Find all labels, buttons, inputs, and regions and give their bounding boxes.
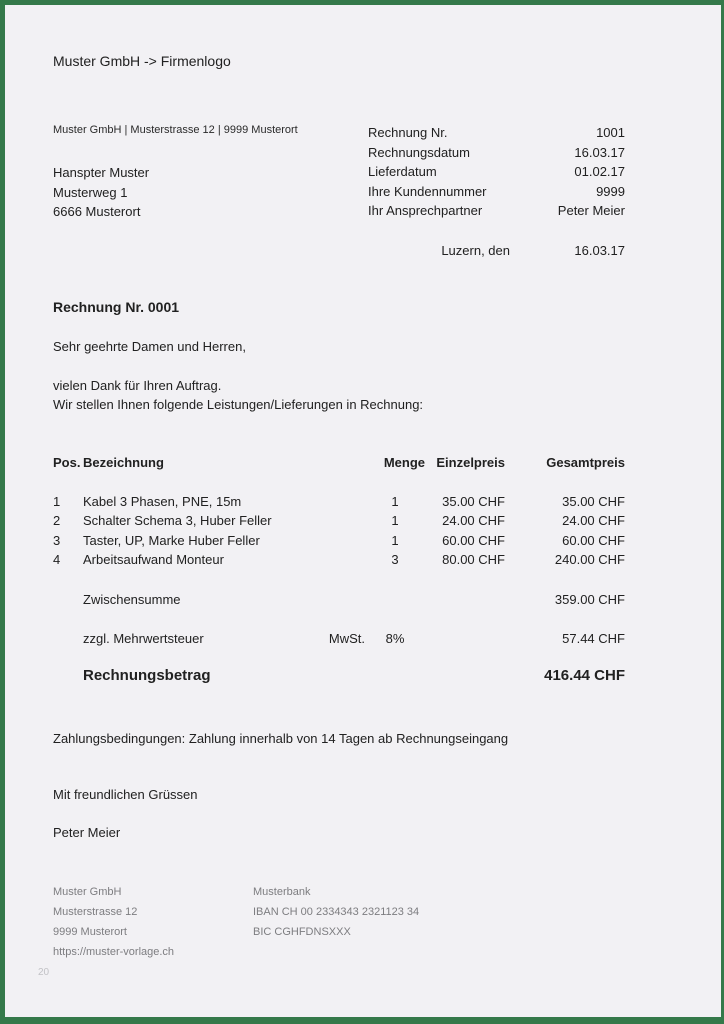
meta-value: 1001 — [596, 125, 625, 140]
meta-label: Rechnungsdatum — [368, 144, 470, 160]
grand-total-row — [53, 666, 625, 686]
item-description: Kabel 3 Phasen, PNE, 15m — [83, 493, 242, 509]
item-description: Schalter Schema 3, Huber Feller — [83, 513, 272, 528]
vat-rate: 8% — [385, 631, 405, 646]
meta-row-customer-number — [368, 182, 625, 202]
place-label: Luzern, den — [441, 242, 510, 258]
item-pos: 4 — [53, 552, 61, 567]
closing-regards: Mit freundlichen Grüssen — [53, 787, 198, 802]
item-total: 240.00 CHF — [554, 552, 625, 567]
item-qty: 1 — [391, 532, 399, 548]
item-description: Taster, UP, Marke Huber Feller — [83, 532, 260, 548]
footer-company-street: Musterstrasse 12 — [53, 906, 138, 918]
invoice-title: Rechnung Nr. 0001 — [53, 299, 180, 315]
recipient-street: Musterweg 1 — [53, 184, 128, 200]
vat-row — [53, 629, 625, 649]
item-qty: 3 — [391, 552, 399, 567]
table-row — [53, 550, 625, 570]
header-pos: Pos. — [53, 454, 81, 470]
footer-bank-block — [253, 882, 419, 962]
footer-bank-bic: BIC CGHFDNSXXX — [253, 926, 351, 938]
salutation: Sehr geehrte Damen und Herren, — [53, 339, 246, 354]
footer-bank-iban: IBAN CH 00 2334343 2321123 34 — [253, 906, 420, 918]
item-total: 60.00 CHF — [562, 532, 625, 548]
page-number: 20 — [38, 967, 50, 978]
meta-value: 16.03.17 — [574, 144, 625, 160]
header-qty: Menge — [383, 454, 425, 470]
subtotal-row — [53, 590, 625, 610]
signature-name: Peter Meier — [53, 824, 121, 840]
intro-line: Wir stellen Ihnen folgende Leistungen/Lieferungen in Rechnung: — [53, 397, 424, 412]
address-and-meta-section — [53, 123, 625, 222]
meta-row-delivery-date — [368, 162, 625, 182]
table-row — [53, 492, 625, 512]
footer-company-name: Muster GmbH — [53, 886, 122, 898]
header-unit-price: Einzelpreis — [436, 454, 505, 470]
item-unit-price: 80.00 CHF — [442, 552, 505, 567]
items-table-header — [53, 453, 625, 473]
footer-bank-name: Musterbank — [253, 886, 311, 898]
meta-value: 9999 — [596, 183, 625, 199]
vat-label: zzgl. Mehrwertsteuer — [83, 631, 204, 646]
meta-label: Lieferdatum — [368, 164, 437, 179]
item-total: 24.00 CHF — [562, 513, 625, 528]
footer-company-city: 9999 Musterort — [53, 926, 127, 938]
footer-company-block — [53, 882, 253, 962]
page-footer — [53, 882, 419, 962]
item-total: 35.00 CHF — [562, 493, 625, 509]
meta-label: Ihre Kundennummer — [368, 183, 487, 199]
sender-line: Muster GmbH | Musterstrasse 12 | 9999 Musterort — [53, 124, 298, 136]
meta-value: 01.02.17 — [574, 164, 625, 179]
item-pos: 2 — [53, 513, 61, 528]
item-qty: 1 — [391, 513, 399, 528]
subtotal-label: Zwischensumme — [83, 591, 181, 607]
company-logo-text: Muster GmbH -> Firmenlogo — [53, 53, 231, 69]
intro-line: vielen Dank für Ihren Auftrag. — [53, 377, 222, 393]
recipient-address — [53, 163, 368, 222]
grand-total-value: 416.44 CHF — [544, 666, 625, 684]
meta-value: Peter Meier — [557, 203, 625, 218]
intro-paragraph — [53, 376, 625, 415]
item-qty: 1 — [391, 493, 399, 509]
invoice-content — [53, 5, 625, 842]
recipient-name: Hanspter Muster — [53, 165, 150, 180]
item-pos: 3 — [53, 532, 61, 548]
recipient-city: 6666 Musterort — [53, 204, 141, 219]
item-unit-price: 35.00 CHF — [442, 493, 505, 509]
meta-row-invoice-number — [368, 123, 625, 143]
invoice-meta-block — [368, 123, 625, 222]
items-table — [53, 453, 625, 686]
vat-tax-label: MwSt. — [328, 631, 365, 646]
header-description: Bezeichnung — [83, 454, 164, 470]
address-column — [53, 123, 368, 222]
payment-terms: Zahlungsbedingungen: Zahlung innerhalb von 14 Tagen ab Rechnungseingang — [53, 730, 509, 746]
place-date-line — [53, 241, 625, 261]
item-pos: 1 — [53, 493, 61, 509]
table-row — [53, 511, 625, 531]
item-description: Arbeitsaufwand Monteur — [83, 552, 224, 567]
item-unit-price: 24.00 CHF — [442, 513, 505, 528]
place-date: 16.03.17 — [574, 242, 625, 258]
footer-company-url: https://muster-vorlage.ch — [53, 946, 175, 958]
vat-value: 57.44 CHF — [562, 631, 625, 646]
subtotal-value: 359.00 CHF — [554, 591, 625, 607]
meta-row-contact-person — [368, 201, 625, 221]
meta-label: Ihr Ansprechpartner — [368, 203, 483, 218]
header-total-price: Gesamtpreis — [546, 454, 625, 470]
table-row — [53, 531, 625, 551]
grand-total-label: Rechnungsbetrag — [83, 666, 211, 684]
meta-label: Rechnung Nr. — [368, 125, 448, 140]
item-unit-price: 60.00 CHF — [442, 532, 505, 548]
meta-row-invoice-date — [368, 143, 625, 163]
